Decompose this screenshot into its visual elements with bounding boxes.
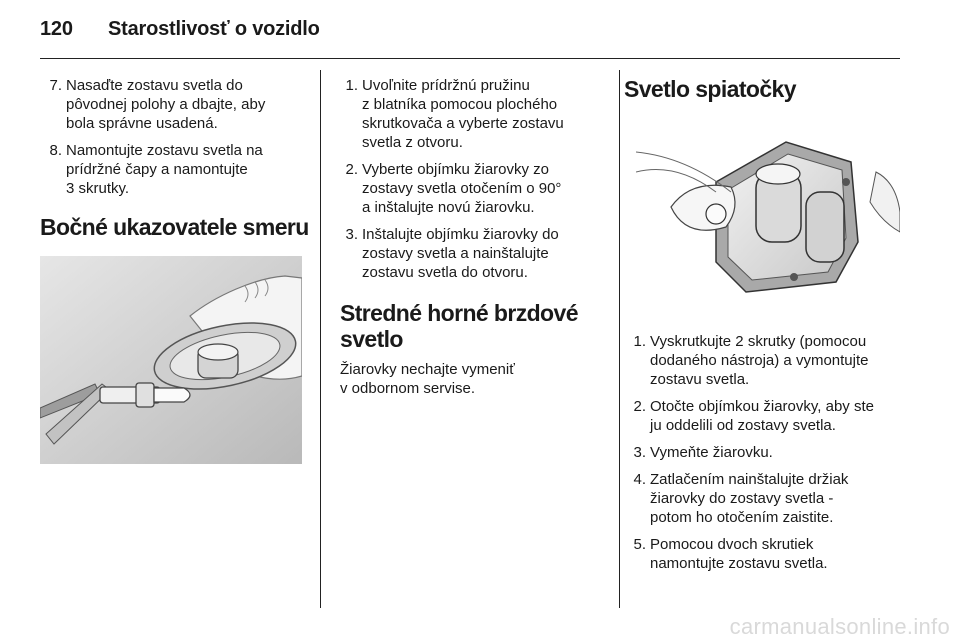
step-text-line: Zatlačením nainštalujte držiak	[650, 471, 849, 488]
heading-line: Stredné horné brzdové	[340, 300, 578, 326]
step-text-line: Inštalujte objímku žiarovky do	[362, 226, 559, 243]
heading-reversing-light: Svetlo spiatočky	[624, 76, 796, 102]
step-text-line: zostavu svetla do otvoru.	[362, 264, 528, 281]
step-text-line: bola správne usadená.	[66, 115, 218, 132]
step-item	[44, 76, 312, 133]
heading-high-brake-light	[340, 300, 612, 352]
step-number: 3.	[633, 444, 646, 461]
step-text-line: Uvoľnite prídržnú pružinu	[362, 77, 530, 94]
column-divider-1	[320, 70, 321, 608]
step-text-line: skrutkovača a vyberte zostavu	[362, 115, 564, 132]
step-text-line: namontujte zostavu svetla.	[650, 555, 828, 572]
step-number: 5.	[633, 536, 646, 553]
page-number: 120	[40, 18, 73, 40]
step-text-line: Pomocou dvoch skrutiek	[650, 536, 814, 553]
step-text-line: pôvodnej polohy a dbajte, aby	[66, 96, 266, 113]
step-text-line: Namontujte zostavu svetla na	[66, 142, 263, 159]
step-item	[628, 470, 914, 527]
step-text-line: Vyberte objímku žiarovky zo	[362, 161, 550, 178]
step-number: 4.	[633, 471, 646, 488]
step-text-line: potom ho otočením zaistite.	[650, 509, 834, 526]
note-line: v odbornom servise.	[340, 380, 476, 397]
steps-list-side-indicators	[340, 76, 612, 282]
watermark: carmanualsonline.info	[729, 614, 950, 639]
heading-side-indicators: Bočné ukazovatele smeru	[40, 214, 309, 240]
column-3	[624, 76, 914, 581]
step-text-line: Otočte objímkou žiarovky, aby ste	[650, 398, 874, 415]
step-text-line: žiarovky do zostavy svetla -	[650, 490, 834, 507]
page-title: Starostlivosť o vozidlo	[108, 18, 320, 40]
header-rule	[40, 58, 900, 59]
side-indicator-illustration	[40, 256, 302, 464]
step-item	[628, 397, 914, 435]
step-number: 1.	[633, 333, 646, 350]
column-1	[40, 76, 312, 464]
step-text-line: prídržné čapy a namontujte	[66, 161, 248, 178]
step-item	[628, 535, 914, 573]
step-text-line: zostavy svetla a nainštalujte	[362, 245, 549, 262]
step-text-line: Nasaďte zostavu svetla do	[66, 77, 243, 94]
step-text-line: 3 skrutky.	[66, 180, 130, 197]
step-text-line: Vyskrutkujte 2 skrutky (pomocou	[650, 333, 867, 350]
step-number: 7.	[49, 77, 62, 94]
step-number: 8.	[49, 142, 62, 159]
step-text-line: z blatníka pomocou plochého	[362, 96, 558, 113]
step-item	[44, 141, 312, 198]
steps-list-reversing-light	[628, 332, 914, 573]
step-text-line: zostavu svetla.	[650, 371, 750, 388]
step-item	[340, 76, 612, 152]
step-number: 1.	[345, 77, 358, 94]
column-divider-2	[619, 70, 620, 608]
reversing-light-illustration	[636, 112, 900, 318]
step-number: 2.	[633, 398, 646, 415]
step-item	[340, 160, 612, 217]
step-item	[628, 332, 914, 389]
step-text-line: svetla z otvoru.	[362, 134, 463, 151]
step-text-line: zostavy svetla otočením o 90°	[362, 180, 562, 197]
column-2	[340, 76, 612, 398]
step-text-line: dodaného nástroja) a vymontujte	[650, 352, 869, 369]
page-header	[40, 18, 320, 48]
steps-list-front-light	[44, 76, 312, 198]
note-line: Žiarovky nechajte vymeniť	[340, 361, 515, 378]
step-item	[340, 225, 612, 282]
step-number: 3.	[345, 226, 358, 243]
step-text-line: Vymeňte žiarovku.	[650, 444, 773, 461]
heading-line: svetlo	[340, 326, 403, 352]
step-item	[628, 443, 914, 462]
step-number: 2.	[345, 161, 358, 178]
service-note	[340, 360, 612, 398]
step-text-line: ju oddelili od zostavy svetla.	[650, 417, 836, 434]
step-text-line: a inštalujte novú žiarovku.	[362, 199, 535, 216]
